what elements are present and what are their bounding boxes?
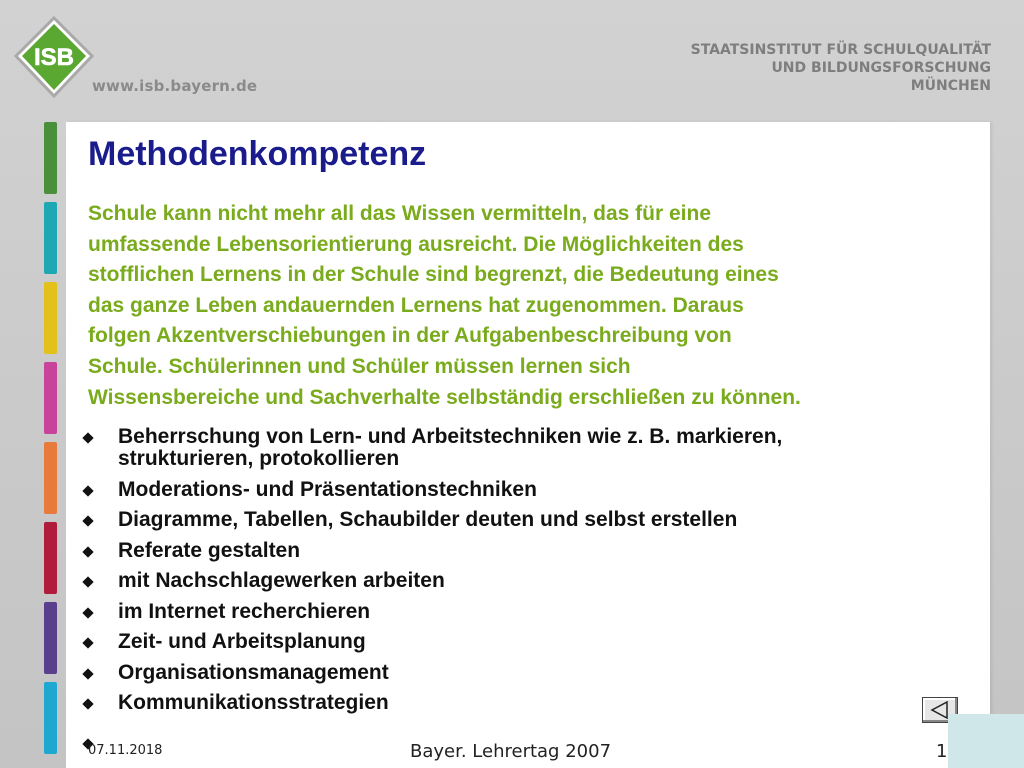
intro-line: stofflichen Lernens in der Schule sind begrenzt, die Bedeutung eines: [88, 263, 779, 287]
diamond-bullet-icon: [82, 546, 93, 557]
list-item: [80, 662, 960, 684]
bullet-text-line: Zeit- und Arbeitsplanung: [118, 630, 366, 653]
intro-line: Schule. Schülerinnen und Schüler müssen lernen sich: [88, 354, 631, 378]
footer-event: Bayer. Lehrertag 2007: [410, 741, 612, 762]
slide-title: Methodenkompetenz: [88, 135, 427, 173]
color-stripes: [44, 122, 57, 762]
bullet-text-line: mit Nachschlagewerken arbeiten: [118, 569, 445, 592]
stripe: [44, 682, 57, 754]
diamond-bullet-icon: [82, 485, 93, 496]
diamond-bullet-icon: [82, 515, 93, 526]
diamond-bullet-icon: [82, 698, 93, 709]
stripe: [44, 282, 57, 354]
list-item: [80, 479, 960, 501]
institute-line: UND BILDUNGSFORSCHUNG: [771, 60, 991, 76]
intro-line: Schule kann nicht mehr all das Wissen vermitteln, das für eine: [88, 202, 711, 225]
list-item: [80, 631, 960, 653]
diamond-bullet-icon: [82, 637, 93, 648]
list-item: [80, 509, 960, 531]
intro-line: umfassende Lebensorientierung ausreicht. Die Möglichkeiten des: [88, 232, 744, 256]
bullet-text-line: Referate gestalten: [118, 538, 301, 562]
website-url: www.isb.bayern.de: [92, 77, 258, 95]
page-number: 1: [936, 741, 948, 762]
stripe: [44, 602, 57, 674]
stripe: [44, 442, 57, 514]
bullet-text-line: Diagramme, Tabellen, Schaubilder deuten und selbst erstellen: [118, 508, 738, 531]
stripe: [44, 202, 57, 274]
bullet-text-line: im Internet recherchieren: [118, 599, 371, 623]
diamond-bullet-icon: [82, 668, 93, 679]
bullet-text-line: strukturieren, protokollieren: [118, 447, 400, 470]
isb-logo: [14, 16, 94, 98]
stripe: [44, 522, 57, 594]
corner-decoration: [948, 714, 1024, 768]
bullet-list: [80, 426, 960, 723]
intro-paragraph: [88, 199, 978, 413]
list-item: [80, 540, 960, 562]
list-item: [80, 601, 960, 623]
bullet-text-line: Kommunikationsstrategien: [118, 691, 389, 714]
institute-name: [691, 41, 991, 95]
bullet-text-line: Beherrschung von Lern- und Arbeitstechniken wie z. B. markieren,: [118, 425, 783, 448]
intro-line: folgen Akzentverschiebungen in der Aufgabenbeschreibung von: [88, 324, 732, 348]
stripe: [44, 362, 57, 434]
bullet-text-line: Moderations- und Präsentationstechniken: [118, 477, 537, 501]
bullet-text-line: Organisationsmanagement: [118, 660, 389, 684]
institute-line: MÜNCHEN: [910, 78, 991, 94]
diamond-bullet-icon: [82, 576, 93, 587]
intro-line: Wissensbereiche und Sachverhalte selbständig erschließen zu können.: [88, 385, 801, 409]
diamond-bullet-icon: [82, 432, 93, 443]
stripe: [44, 122, 57, 194]
institute-line: STAATSINSTITUT FÜR SCHULQUALITÄT: [690, 42, 991, 58]
list-item: [80, 570, 960, 592]
footer-date: 07.11.2018: [88, 743, 163, 758]
list-item: [80, 692, 960, 714]
list-item: [80, 426, 960, 470]
intro-line: das ganze Leben andauernden Lernens hat zugenommen. Daraus: [88, 293, 744, 317]
logo-text: ISB: [33, 44, 75, 71]
diamond-bullet-icon: [82, 607, 93, 618]
